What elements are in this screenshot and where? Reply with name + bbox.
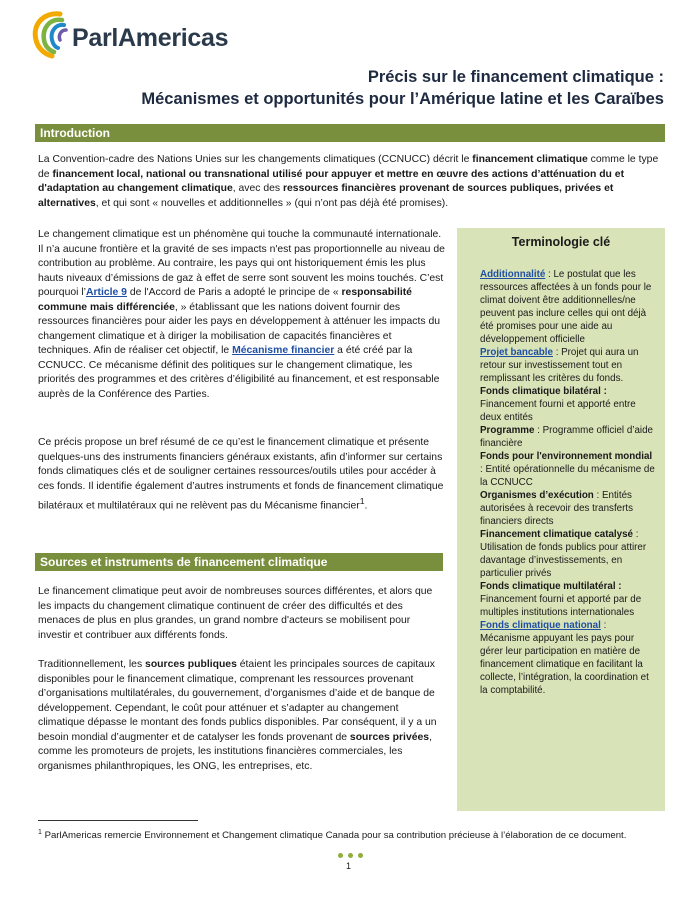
text-run: Le changement climatique est un phénomène qui touche la communauté internationale. Il n’a aucune frontière et la gravité de ses impacts n'est pas proportionnelle au niveau de contribution au problème. Au contraire, les pays qui ont historiquement émis les plus hauts niveaux d’émissions de gaz à effet de serre sont souvent les moins touchés. C’est pourquoi l’ — [38, 229, 445, 298]
dot-icon — [338, 853, 343, 858]
term-label: Programme — [480, 425, 535, 436]
terminology-entry — [480, 619, 656, 697]
terminology-entry — [480, 268, 656, 346]
term-definition: : Entité opérationnelle du mécanisme de la CCNUCC — [480, 464, 655, 488]
footnote-reference[interactable]: 1 — [359, 496, 365, 506]
terminology-sidebar — [457, 228, 665, 811]
terminology-entry — [480, 489, 656, 528]
text-run: La Convention-cadre des Nations Unies sur les changements climatiques (CCNUCC) décrit le — [38, 154, 473, 165]
intro-paragraph-2 — [38, 228, 446, 402]
term-definition: : Utilisation de fonds publics pour attirer davantage d’investissements, en particulier privés — [480, 529, 647, 579]
term-link[interactable]: Projet bancable — [480, 347, 553, 358]
text-run: , » établissant que les nations doivent fournir des ressources financières pour aider les pays en développement à atténuer les impacts du changement climatique et à diriger la mobilisation de capacités financières et techniques. Afin de réaliser cet objectif, le — [38, 301, 440, 356]
logo-text: ParlAmericas — [72, 24, 229, 52]
page-dots-ornament — [338, 853, 364, 859]
term-definition: : Mécanisme appuyant les pays pour gérer leur participation en matière de financement climatique en facilitant la collecte, l’intégration, la coordination et la comptabilité. — [480, 620, 649, 696]
intro-paragraph-1 — [38, 153, 663, 211]
text-run: a été créé par la CCNUCC. Ce mécanisme définit des politiques sur le changement climatique, les priorités des programmes et des critères d’éligibilité au financement, et est responsable auprès de la Conférence des Parties. — [38, 345, 440, 400]
term-definition: Financement fourni et apporté entre deux entités — [480, 399, 636, 423]
terminology-entry — [480, 580, 656, 619]
text-run: étaient les principales sources de capitaux disponibles pour le financement climatique, comprenant les ressources provenant d’organisations multilatérales, du gouvernement, d’organismes d’aide et de banque de développement. Cependant, le coût pour atténuer et s’adapter au changement climatique dépasse le montant des fonds publics disponibles. Par conséquent, il y a un besoin mondial d’augmenter et de catalyser les fonds provenant de — [38, 659, 437, 743]
term-link[interactable]: Additionnalité — [480, 269, 546, 280]
term-label: Organismes d’exécution — [480, 490, 594, 501]
inline-link[interactable]: Mécanisme financier — [232, 345, 335, 356]
terminology-entry — [480, 528, 656, 580]
sources-paragraph-1 — [38, 585, 446, 643]
terminology-entry — [480, 346, 656, 385]
sidebar-title: Terminologie clé — [511, 235, 611, 249]
footnote-mark: 1 — [38, 829, 42, 836]
parlamericas-logo — [30, 8, 230, 60]
footnote-text: ParlAmericas remercie Environnement et Changement climatique Canada pour sa contribution précieuse à l’élaboration de ce document. — [41, 830, 627, 842]
term-definition: : Le postulat que les ressources affectées à un fonds pour le climat doivent être additionnelles/ne peuvent pas inclure celles qui ont déjà été promises pour une aide au développement officielle — [480, 269, 652, 345]
text-run: , comme les promoteurs de projets, les institutions financières commerciales, les organismes philanthropiques, les ONG, les entreprises, etc. — [38, 731, 432, 772]
term-label: Financement climatique catalysé — [480, 529, 633, 540]
text-run: Le financement climatique peut avoir de nombreuses sources différentes, et alors que les impacts du changement climatique continuent de créer des difficultés et des menaces de plus en plus grandes, un grand nombre d'acteurs se mobilisent pour investir et contribuer aux différents fonds. — [38, 586, 433, 641]
dot-icon — [348, 853, 353, 858]
terminology-entry — [480, 385, 656, 424]
title-line-1: Précis sur le financement climatique : — [367, 68, 664, 86]
inline-link[interactable]: Article 9 — [85, 287, 127, 298]
footnote-divider — [38, 820, 198, 821]
document-title — [141, 66, 664, 110]
logo-swirl-icon — [30, 8, 78, 60]
text-run: comme le type de — [38, 154, 659, 180]
bold-text: responsabilité commune mais différenciée — [38, 287, 412, 313]
text-run: , et qui sont « nouvelles et additionnelles » (qui n’ont pas déjà été promises). — [95, 197, 449, 209]
bold-text: sources publiques — [145, 659, 237, 670]
terminology-entry — [480, 424, 656, 450]
sources-paragraph-2 — [38, 658, 446, 774]
bold-text: financement climatique — [472, 154, 588, 165]
bold-text: sources privées — [349, 731, 430, 743]
text-run: , avec des — [232, 183, 283, 194]
bold-text: financement local, national ou transnational utilisé pour appuyer et mettre en œuvre des actions d’atténuation du et d'adaptation au changement climatique — [38, 168, 625, 194]
footnote — [38, 826, 663, 843]
term-label: Fonds climatique multilatéral : — [480, 581, 622, 592]
terminology-entry — [480, 450, 656, 489]
text-run: . — [364, 500, 368, 512]
dot-icon — [358, 853, 363, 858]
page-number: 1 — [346, 861, 352, 871]
term-definition: Financement fourni et apporté par de multiples institutions internationales — [480, 594, 642, 618]
term-link[interactable]: Fonds climatique national — [480, 620, 601, 631]
term-definition: : Programme officiel d’aide financière — [480, 425, 653, 449]
term-definition: : Entités autorisées à recevoir des transferts financiers directs — [480, 490, 634, 527]
bold-text: ressources financières provenant de sources publiques, privées et alternatives — [38, 183, 614, 209]
text-run: Traditionnellement, les — [38, 659, 146, 670]
term-label: Fonds pour l'environnement mondial — [480, 451, 653, 462]
term-label: Fonds climatique bilatéral : — [480, 386, 607, 397]
term-definition: : Projet qui aura un retour sur investissement tout en remplissant les critères du fonds. — [480, 347, 639, 384]
sidebar-entries — [480, 268, 656, 697]
section-heading-introduction: Introduction — [35, 124, 665, 142]
title-line-2: Mécanismes et opportunités pour l’Amérique latine et les Caraïbes — [141, 90, 664, 108]
text-run: Ce précis propose un bref résumé de ce qu’est le financement climatique et présente quelques-uns des instruments financiers généraux existants, afin d’informer sur certains fonds climatiques clés et de souligner certaines ressources/outils utiles pour accéder à ces fonds. Il identifie également d’autres instruments et fonds de financement climatique bilatéraux et multilatéraux qui ne relèvent pas du Mécanisme financier — [38, 437, 444, 512]
text-run: de l'Accord de Paris a adopté le principe de « — [126, 287, 342, 298]
section-heading-sources: Sources et instruments de financement climatique — [35, 553, 443, 571]
intro-paragraph-3 — [38, 436, 446, 514]
